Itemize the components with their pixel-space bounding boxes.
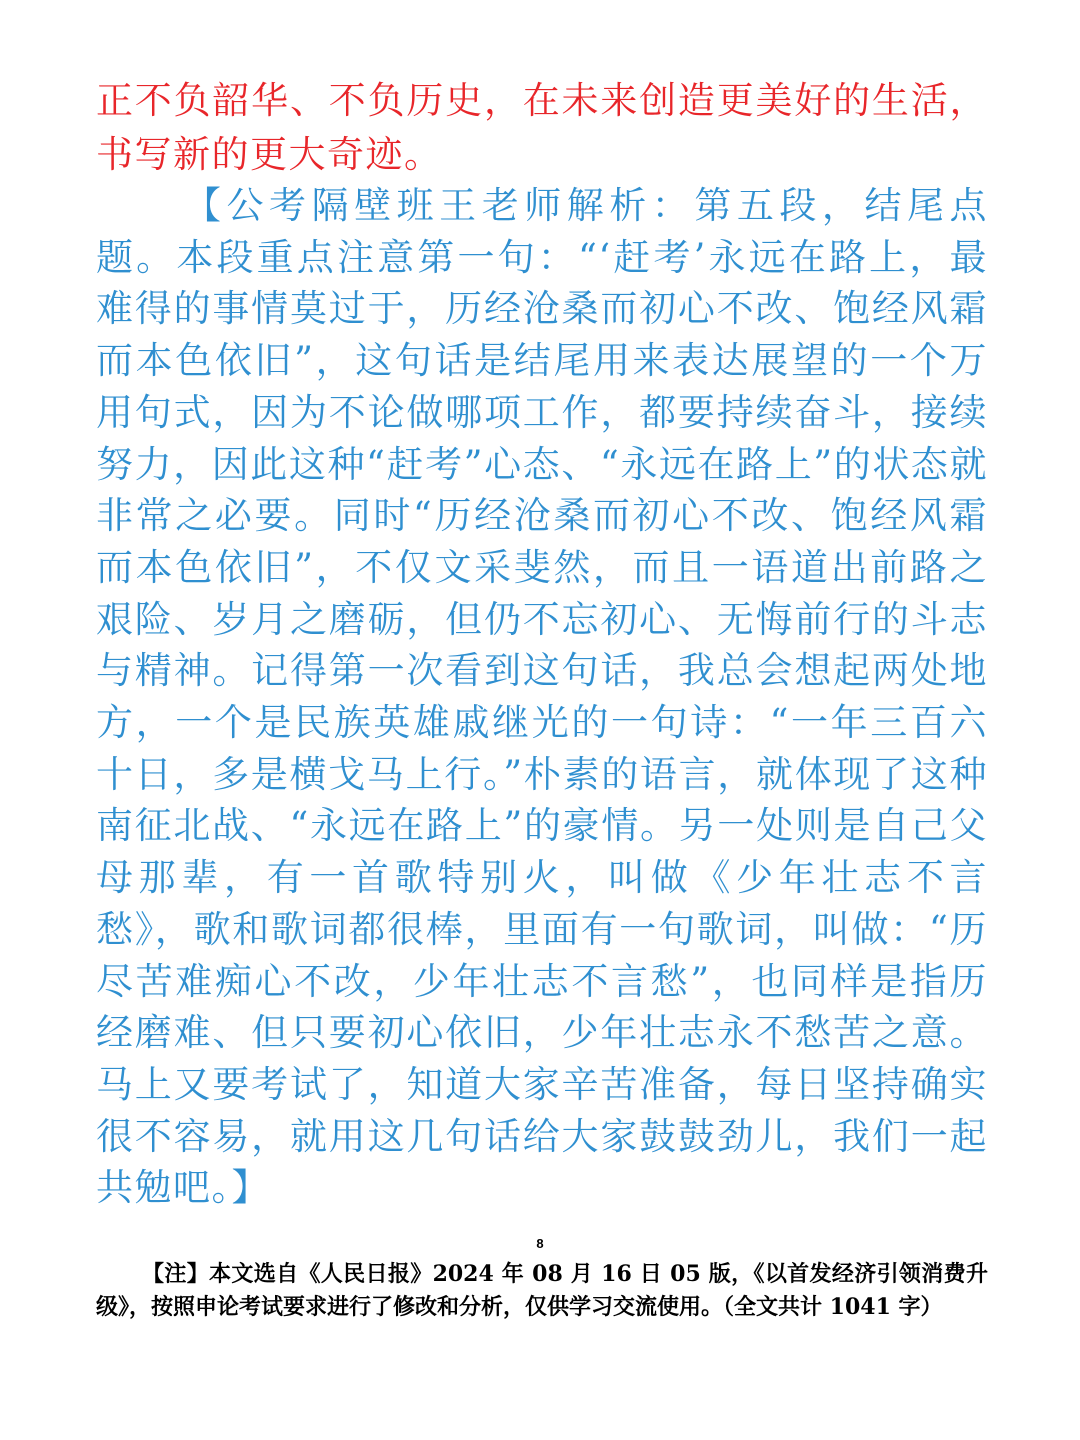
analysis-paragraph: 【公考隔壁班王老师解析：第五段，结尾点题。本段重点注意第一句：“‘赶考’永远在路上，最难得的事情莫过于，历经沧桑而初心不改、饱经风霜而本色依旧”，这句话是结尾用来表达展望的一个万用句式，因为不论做哪项工作，都要持续奋斗，接续努力，因此这种“赶考”心态、“永远在路上”的状态就非常之必要。同时“历经沧桑而初心不改、饱经风霜而本色依旧”，不仅文采斐然，而且一语道出前路之艰险、岁月之磨砺，但仍不忘初心、无悔前行的斗志与精神。记得第一次看到这句话，我总会想起两处地方，一个是民族英雄戚继光的一句诗：“一年三百六十日，多是横戈马上行。”朴素的语言，就体现了这种南征北战、“永远在路上”的豪情。另一处则是自己父母那辈，有一首歌特别火，叫做《少年壮志不言愁》，歌和歌词都很棒，里面有一句歌词，叫做：“历尽苦难痴心不改，少年壮志不言愁”，也同样是指历经磨难、但只要初心依旧，少年壮志永不愁苦之意。马上又要考试了，知道大家辛苦准备，每日坚持确实很不容易，就用这几句话给大家鼓鼓劲儿，我们一起共勉吧。】 — [96, 184, 988, 1210]
source-footnote: 【注】本文选自《人民日报》2024 年 08 月 16 日 05 版，《以首发经济引领消费升级》，按照申论考试要求进行了修改和分析，仅供学习交流使用。（全文共计 1041 字） — [96, 1261, 988, 1320]
page-number: 8 — [536, 1236, 544, 1251]
conclusion-paragraph: 正不负韶华、不负历史，在未来创造更美好的生活，书写新的更大奇迹。 — [96, 79, 988, 176]
